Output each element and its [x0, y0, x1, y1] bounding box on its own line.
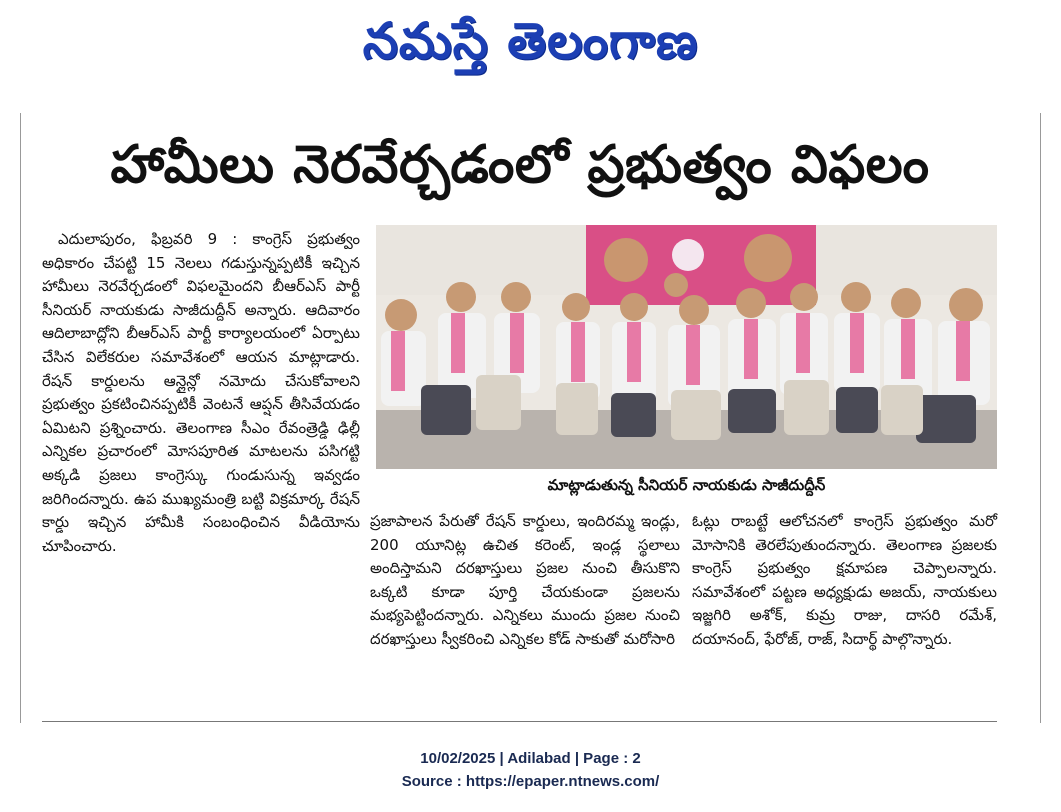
article-text-1: ఎదులాపురం, ఫిబ్రవరి 9 : కాంగ్రెస్ ప్రభుత్వం అధికారం చేపట్టి 15 నెలలు గడుస్తున్నప్పటికీ ఇచ్చిన హామీలు నెరవేర్చడంలో విఫలమైందని బీఆర్ఎస్ పార్టీ సీనియర్ నాయకుడు సాజీదుద్దీన్ అన్నారు. ఆదివారం ఆదిలాబాద్లోని బీఆర్ఎస్ పార్టీ కార్యాలయంలో ఏర్పాటు చేసిన విలేకరుల సమావేశంలో ఆయన మాట్లాడారు. రేషన్ కార్డులను ఆన్లైన్లో నమోదు చేసుకోవాలని ప్రభుత్వం ప్రకటించినప్పటికీ వెంటనే ఆప్షన్ తీసివేయడం ఏమిటని ప్రశ్నించారు. తెలంగాణ సీఎం రేవంత్రెడ్డి ఢిల్లీ ఎన్నికల ప్రచారంలో మోసపూరిత మాటలను పసిగట్టి అక్కడి ప్రజలు కాంగ్రెస్కు గుండుసున్న ఇవ్వడం జరిగిందన్నారు. ఉప ముఖ్యమంత్రి బట్టి విక్రమార్క రేషన్ కార్డు ఇచ్చిన హామీకి సంబంధించిన వీడియోను చూపించారు.: [42, 230, 360, 555]
news-photo: [376, 225, 997, 469]
bottom-rule: [42, 721, 997, 722]
edition-info: 10/02/2025 | Adilabad | Page : 2: [420, 750, 641, 767]
masthead: నమస్తే తెలంగాణ: [362, 11, 699, 70]
article-text-2: ప్రజాపాలన పేరుతో రేషన్ కార్డులు, ఇందిరమ్మ ఇండ్లు, 200 యూనిట్ల ఉచిత కరెంట్, ఇండ్ల స్థలాలు అందిస్తామని దరఖాస్తులు ప్రజల నుంచి తీసుకొని ఒక్కటి కూడా పూర్తి చేయకుండా ప్రజలను మభ్యపెట్టిందన్నారు. ఎన్నికలు ముందు ప్రజల నుంచి దరఖాస్తులు స్వీకరించి ఎన్నికల కోడ్ సాకుతో మరోసారి: [370, 512, 680, 648]
right-border: [1040, 113, 1041, 723]
article-text-3: ఓట్లు రాబట్టే ఆలోచనలో కాంగ్రెస్ ప్రభుత్వం మరో మోసానికి తెరలేపుతుందన్నారు. తెలంగాణ ప్రజలకు కాంగ్రెస్ ప్రభుత్వం క్షమాపణ చెప్పాలన్నారు. సమావేశంలో పట్టణ అధ్యక్షుడు అజయ్, నాయకులు ఇజ్జగిరి అశోక్, కుమ్ర రాజు, దాసరి రమేశ్, దయానంద్, ఫేరోజ్, రాజ్, సిదార్థ్ పాల్గొన్నారు.: [692, 512, 997, 648]
article-column-1: [42, 228, 360, 558]
photo-illustration: [376, 225, 997, 469]
article-column-2: [370, 510, 680, 652]
headline: హామీలు నెరవేర్చడంలో ప్రభుత్వం విఫలం: [110, 135, 930, 195]
source-link[interactable]: Source : https://epaper.ntnews.com/: [401, 773, 660, 790]
article-column-3: [692, 510, 997, 652]
left-border: [20, 113, 21, 723]
photo-caption: మాట్లాడుతున్న సీనియర్ నాయకుడు సాజీదుద్దీన్: [547, 476, 826, 494]
